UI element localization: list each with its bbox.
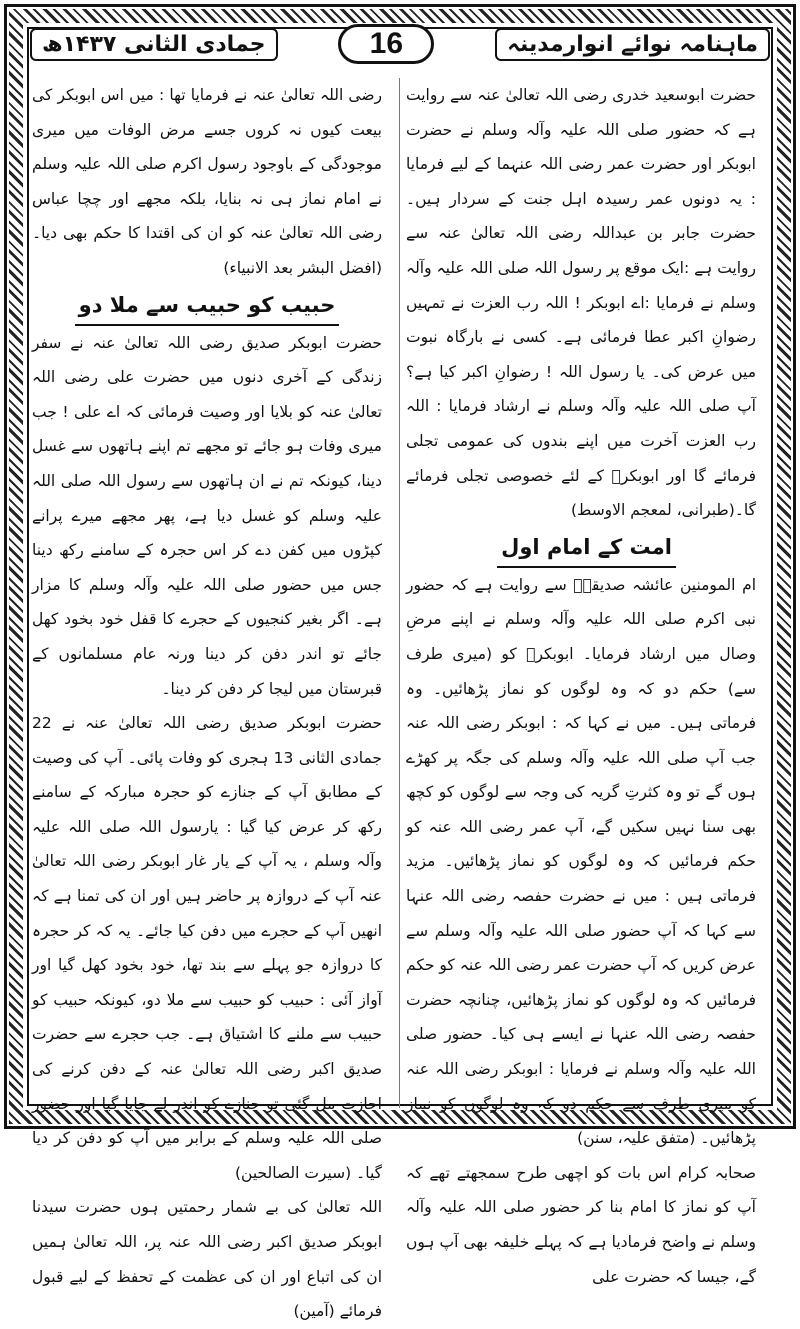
paragraph: رضی اللہ تعالیٰ عنہ نے فرمایا تھا : میں اس ابوبکر کی بیعت کیوں نہ کروں جسے مرض الوفات میں میری موجودگی کے باوجود رسول اکرم صلی اللہ علیہ وسلم نے امام نماز ہی نہ بنایا، بلکہ مجھے اور چچا عباس رضی اللہ تعالیٰ عنہ کو ان کی اقتدا کا حکم بھی دیا۔ (افضل البشر بعد الانبیاء) (32, 86, 382, 277)
issue-date: جمادی الثانی ۱۴۳۷ھ (30, 28, 278, 61)
magazine-title: ماہنامہ نوائے انوارمدینہ (495, 28, 770, 61)
paragraph: ام المومنین عائشہ صدیقہؓ سے روایت ہے کہ حضور نبی اکرم صلی اللہ علیہ وآلہ وسلم نے اپنے مرضِ وصال میں ارشاد فرمایا۔ ابوبکرؓ کو (میری طرف سے) حکم دو کہ وہ لوگوں کو نماز پڑھائیں۔ وہ فرماتی ہیں۔ میں نے کہا کہ : ابوبکر رضی اللہ عنہ جب آپ صلی اللہ علیہ وآلہ وسلم کی جگہ پر کھڑے ہوں گے تو وہ کثرتِ گریہ کی وجہ سے لوگوں کو کچھ بھی سنا نہیں سکیں گے، آپ عمر رضی اللہ عنہ کو حکم فرمائیں کہ وہ لوگوں کو نماز پڑھائیں۔ مزید فرماتی ہیں : میں نے حضرت حفصہ رضی اللہ عنہا سے کہا کہ آپ حضور صلی اللہ علیہ وآلہ وسلم سے عرض کریں کہ آپ حضرت عمر رضی اللہ عنہ کو حکم فرمائیں کہ وہ لوگوں کو نماز پڑھائیں، چنانچہ حضرت حفصہ رضی اللہ عنہا نے ایسے ہی کیا۔ حضور صلی اللہ علیہ وآلہ وسلم نے فرمایا : ابوبکر رضی اللہ عنہ کو میری طرف سے حکم دو کہ وہ لوگوں کو نماز پڑھائیں۔ (متفق علیہ، سنن) (406, 575, 756, 1148)
paragraph: حضرت ابوبکر صدیق رضی اللہ تعالیٰ عنہ نے 22 جمادی الثانی 13 ہجری کو وفات پائی۔ آپ کی وصیت کے مطابق آپ کے جنازے کو حجرہ مبارکہ کے سامنے رکھ کر عرض کیا گیا : یارسول اللہ صلی اللہ علیہ وآلہ وسلم ، یہ آپ کے یار غار ابوبکر رضی اللہ تعالیٰ عنہ آپ کے دروازہ پر حاضر ہیں اور ان کی تمنا ہے کہ انھیں آپ کے حجرے میں دفن کیا جائے۔ یہ کہ کر حجرہ کا دروازہ جو پہلے سے بند تھا، خود بخود کھل گیا اور آواز آئی : حبیب کو حبیب سے ملا دو، کیونکہ حبیب کو حبیب سے ملنے کا اشتیاق ہے۔ جب حجرے سے حضرت صدیق اکبر رضی اللہ تعالیٰ عنہ کے دفن کرنے کی اجازت مل گئی تو جنازے کو اندر لے جایا گیا اور حضور صلی اللہ علیہ وسلم کے برابر میں آپ کو دفن کر دیا گیا۔ (سیرت الصالحین) (32, 714, 382, 1182)
paragraph: اللہ تعالیٰ کی بے شمار رحمتیں ہوں حضرت سیدنا ابوبکر صدیق اکبر رضی اللہ عنہ پر، اللہ تعالیٰ ہمیں ان کی اتباع اور ان کی عظمت کے تحفظ کے لیے قبول فرمائے (آمین) (32, 1198, 382, 1321)
left-column (32, 78, 382, 1321)
right-column (406, 78, 756, 1286)
column-divider (399, 78, 400, 1108)
page-number: 16 (338, 24, 434, 64)
section-heading-wrap (32, 286, 382, 326)
page-header (30, 22, 770, 66)
paragraph: حضرت ابوسعید خدری رضی اللہ تعالیٰ عنہ سے روایت ہے کہ حضور صلی اللہ علیہ وآلہ وسلم نے حضرت ابوبکر اور حضرت عمر رضی اللہ عنہما کے لیے فرمایا : یہ دونوں عمر رسیدہ اہل جنت کے سردار ہیں۔ حضرت جابر بن عبداللہ رضی اللہ تعالیٰ عنہ سے روایت ہے :ایک موقع پر رسول اللہ صلی اللہ علیہ وآلہ وسلم نے فرمایا :اے ابوبکر ! اللہ رب العزت نے تمہیں رضوانِ اکبر عطا فرمائی ہے۔ کسی نے بارگاہ نبوت میں عرض کی۔ یا رسول اللہ ! رضوانِ اکبر کیا ہے؟ آپ صلی اللہ علیہ وآلہ وسلم نے ارشاد فرمایا : اللہ رب العزت آخرت میں اپنے بندوں کی عمومی تجلی فرمائے گا اور ابوبکرؓ کے لئے خصوصی تجلی فرمائے گا۔(طبرانی، لمعجم الاوسط) (406, 86, 756, 520)
section-heading: امت کے امام اول (497, 528, 676, 568)
section-heading-wrap (406, 528, 756, 568)
paragraph: حضرت ابوبکر صدیق رضی اللہ تعالیٰ عنہ نے سفر زندگی کے آخری دنوں میں حضرت علی رضی اللہ تعالیٰ عنہ کو بلایا اور وصیت فرمائی کہ اے علی ! جب میری وفات ہو جائے تو مجھے تم اپنے ہاتھوں سے غسل دینا، کیونکہ تم نے ان ہاتھوں سے رسول اللہ صلی اللہ علیہ وسلم کو غسل دیا ہے، پھر مجھے میرے پرانے کپڑوں میں کفن دے کر اس حجرہ کے سامنے رکھ دینا جس میں حضور صلی اللہ علیہ وآلہ وسلم کا مزار ہے۔ اگر بغیر کنجیوں کے حجرے کا قفل خود بخود کھل جائے تو اندر دفن کر دینا ورنہ عام مسلمانوں کے قبرستان میں لیجا کر دفن کر دینا۔ (32, 333, 382, 698)
paragraph: صحابہ کرام اس بات کو اچھی طرح سمجھتے تھے کہ آپ کو نماز کا امام بنا کر حضور صلی اللہ علیہ وآلہ وسلم نے واضح فرمادیا ہے کہ پہلے خلیفہ بھی آپ ہوں گے، جیسا کہ حضرت علی (406, 1163, 756, 1286)
section-heading: حبیب کو حبیب سے ملا دو (75, 286, 340, 326)
